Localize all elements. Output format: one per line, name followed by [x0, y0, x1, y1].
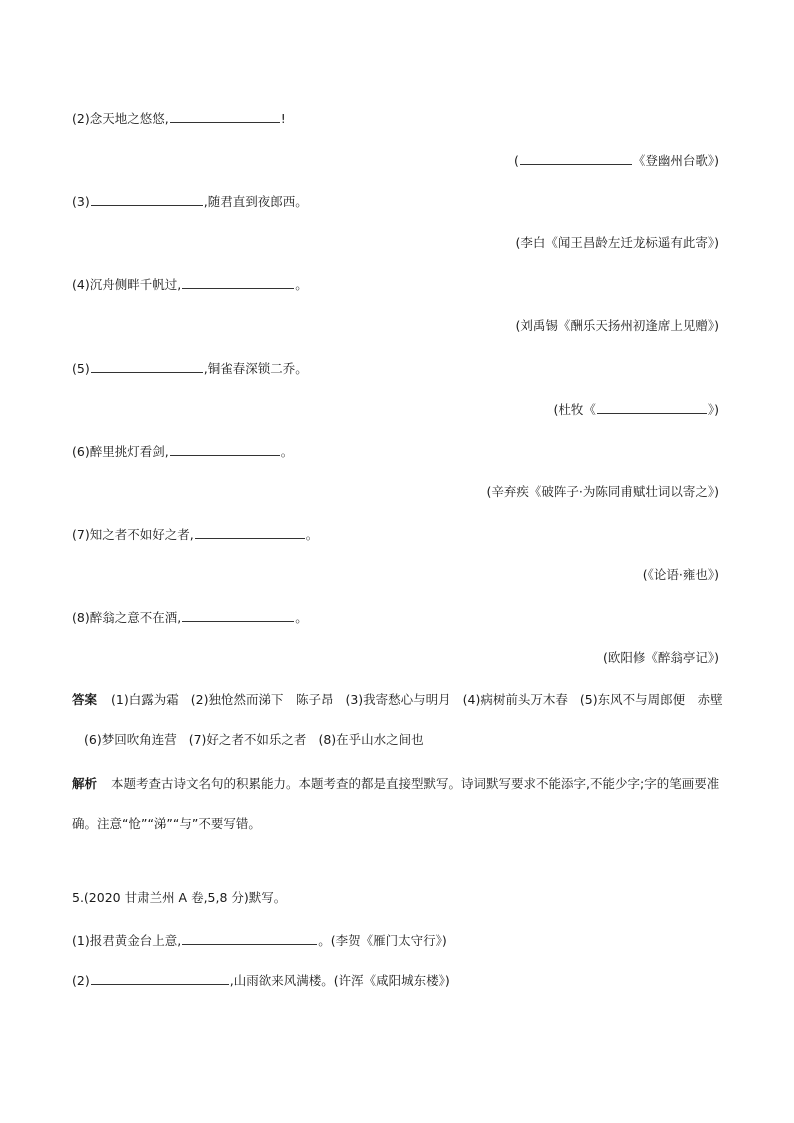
- item-8-line: [72, 609, 308, 626]
- answer-blank[interactable]: [182, 276, 294, 289]
- item-7-line: [72, 526, 318, 543]
- answer-blank[interactable]: [170, 443, 280, 456]
- item-5-text: (5): [72, 361, 90, 376]
- item-4-text: (4)沉舟侧畔千帆过,: [72, 277, 182, 292]
- answer-blank[interactable]: [170, 110, 280, 123]
- item-4-tail: 。: [295, 277, 308, 292]
- answer-blank[interactable]: [182, 932, 317, 945]
- item-8-text: (8)醉翁之意不在酒,: [72, 610, 182, 625]
- analysis-block: [72, 764, 724, 844]
- item-4-source: (刘禹锡《酬乐天扬州初逢席上见赠》): [515, 318, 719, 333]
- answer-blank[interactable]: [195, 526, 305, 539]
- item-5-source: (杜牧《 》): [553, 402, 719, 417]
- item-8-source: (欧阳修《醉翁亭记》): [602, 650, 719, 665]
- item-3-source: (李白《闻王昌龄左迁龙标遥有此寄》): [515, 235, 719, 250]
- item-5-tail: ,铜雀春深锁二乔。: [203, 361, 308, 376]
- item-7-text: (7)知之者不如好之者,: [72, 527, 194, 542]
- item-2-line: [72, 110, 286, 127]
- answer-block: 答案 (1)白露为霜 (2)独怆然而涕下 陈子昂 (3)我寄愁心与明月 (4)病树前头万木春 (5)东风不与周郎便 赤壁(6)梦回吹角连营 (7)好之者不如乐之者 (8)在乎山水之间也: [72, 692, 723, 747]
- item-7-source: (《论语·雍也》): [642, 567, 719, 582]
- item-4-line: [72, 276, 308, 293]
- item-3-line: [72, 193, 308, 210]
- answer-blank[interactable]: [91, 972, 229, 985]
- analysis-text: 本题考查古诗文名句的积累能力。本题考查的都是直接型默写。诗词默写要求不能添字,不能少字;字的笔画要准确。注意“怆”“涕”“与”不要写错。: [72, 776, 720, 831]
- item-2-tail: !: [280, 111, 286, 126]
- answer-blank[interactable]: [91, 193, 203, 206]
- item-2-source: ( 《登幽州台歌》): [513, 153, 719, 168]
- item-6-text: (6)醉里挑灯看剑,: [72, 444, 169, 459]
- answer-blank[interactable]: [91, 360, 203, 373]
- item-5-line: [72, 360, 308, 377]
- analysis-label: 解析: [72, 776, 98, 791]
- answer-label: 答案: [72, 692, 98, 707]
- item-6-tail: 。: [280, 444, 294, 459]
- item-7-tail: 。: [305, 527, 319, 542]
- title-blank[interactable]: [597, 401, 707, 414]
- q5-item-2-line: (2) ,山雨欲来风满楼。(许浑《咸阳城东楼》): [72, 973, 450, 988]
- question-5-title: 5.(2020 甘肃兰州 A 卷,5,8 分)默写。: [72, 890, 287, 905]
- item-3-tail: ,随君直到夜郎西。: [203, 194, 308, 209]
- q5-item-1-line: (1)报君黄金台上意, 。(李贺《雁门太守行》): [72, 933, 447, 948]
- answer-blank[interactable]: [182, 609, 294, 622]
- item-3-text: (3): [72, 194, 90, 209]
- item-6-source: (辛弃疾《破阵子·为陈同甫赋壮词以寄之》): [486, 484, 719, 499]
- item-8-tail: 。: [295, 610, 308, 625]
- item-6-line: [72, 443, 293, 460]
- author-blank[interactable]: [520, 152, 632, 165]
- item-2-text: (2)念天地之悠悠,: [72, 111, 169, 126]
